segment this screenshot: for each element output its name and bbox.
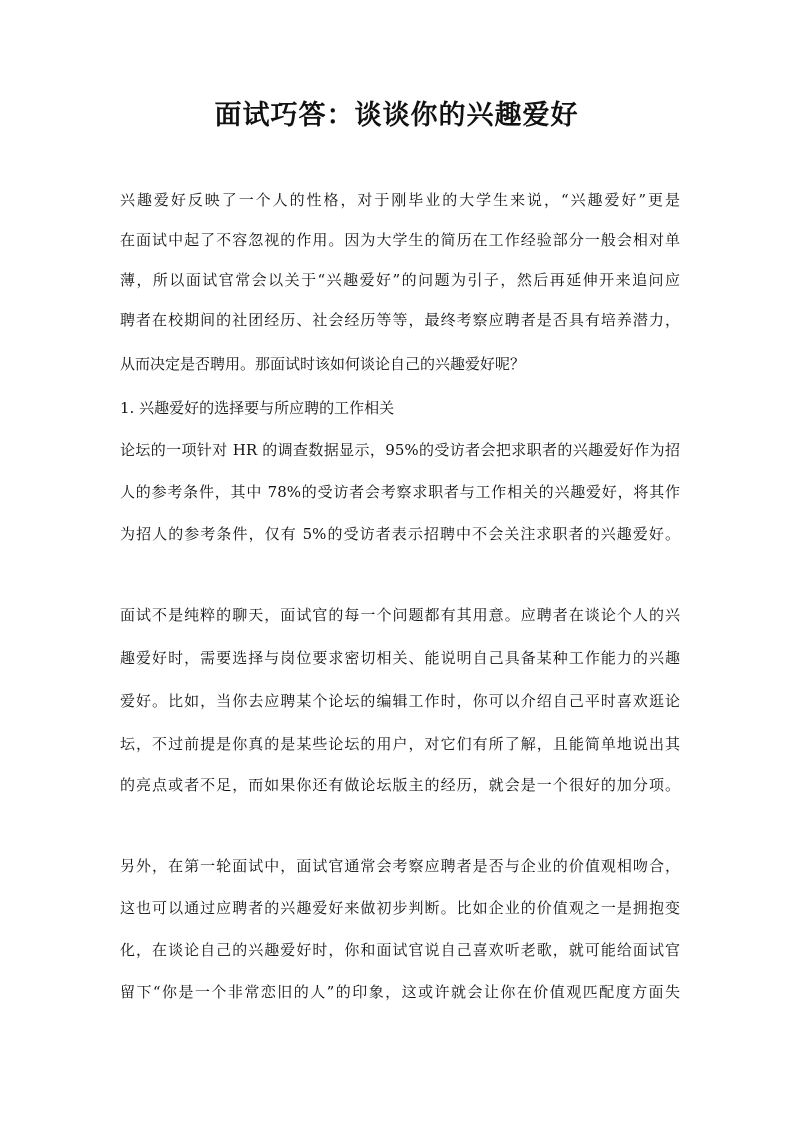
paragraph-1-line-2: 在面试中起了不容忽视的作用。因为大学生的简历在工作经验部分一般会相对单 [120,231,680,249]
paragraph-3-line-3: 爱好。比如，当你去应聘某个论坛的编辑工作时，你可以介绍自己平时喜欢逛论 [120,692,680,710]
paragraph-1-line-1: 兴趣爱好反映了一个人的性格，对于刚毕业的大学生来说，“兴趣爱好”更是 [120,191,680,209]
paragraph-1-line-4: 聘者在校期间的社团经历、社会经历等等，最终考察应聘者是否具有培养潜力， [120,311,680,329]
page-title: 面试巧答：谈谈你的兴趣爱好 [214,100,579,131]
paragraph-4-line-1: 另外，在第一轮面试中，面试官通常会考察应聘者是否与企业的价值观相吻合， [120,857,680,875]
paragraph-2-line-3: 为招人的参考条件，仅有 5%的受访者表示招聘中不会关注求职者的兴趣爱好。 [120,525,680,543]
paragraph-3-line-5: 的亮点或者不足，而如果你还有做论坛版主的经历，就会是一个很好的加分项。 [120,776,680,794]
paragraph-4-line-2: 这也可以通过应聘者的兴趣爱好来做初步判断。比如企业的价值观之一是拥抱变 [120,899,680,917]
paragraph-4-line-4: 留下“你是一个非常恋旧的人”的印象，这或许就会让你在价值观匹配度方面失 [120,983,680,1001]
paragraph-2-line-2: 人的参考条件，其中 78%的受访者会考察求职者与工作相关的兴趣爱好，将其作 [120,483,680,501]
section-heading: 1. 兴趣爱好的选择要与所应聘的工作相关 [120,399,395,417]
paragraph-2-line-1: 论坛的一项针对 HR 的调查数据显示，95%的受访者会把求职者的兴趣爱好作为招 [120,441,680,459]
paragraph-3-line-1: 面试不是纯粹的聊天，面试官的每一个问题都有其用意。应聘者在谈论个人的兴 [120,606,680,624]
paragraph-1-line-3: 薄，所以面试官常会以关于“兴趣爱好”的问题为引子，然后再延伸开来追问应 [120,271,680,289]
paragraph-3-line-4: 坛，不过前提是你真的是某些论坛的用户，对它们有所了解，且能简单地说出其 [120,735,680,753]
paragraph-4-line-3: 化，在谈论自己的兴趣爱好时，你和面试官说自己喜欢听老歌，就可能给面试官 [120,941,680,959]
paragraph-3-line-2: 趣爱好时，需要选择与岗位要求密切相关、能说明自己具备某种工作能力的兴趣 [120,649,680,667]
paragraph-1-line-5: 从而决定是否聘用。那面试时该如何谈论自己的兴趣爱好呢？ [120,355,526,373]
